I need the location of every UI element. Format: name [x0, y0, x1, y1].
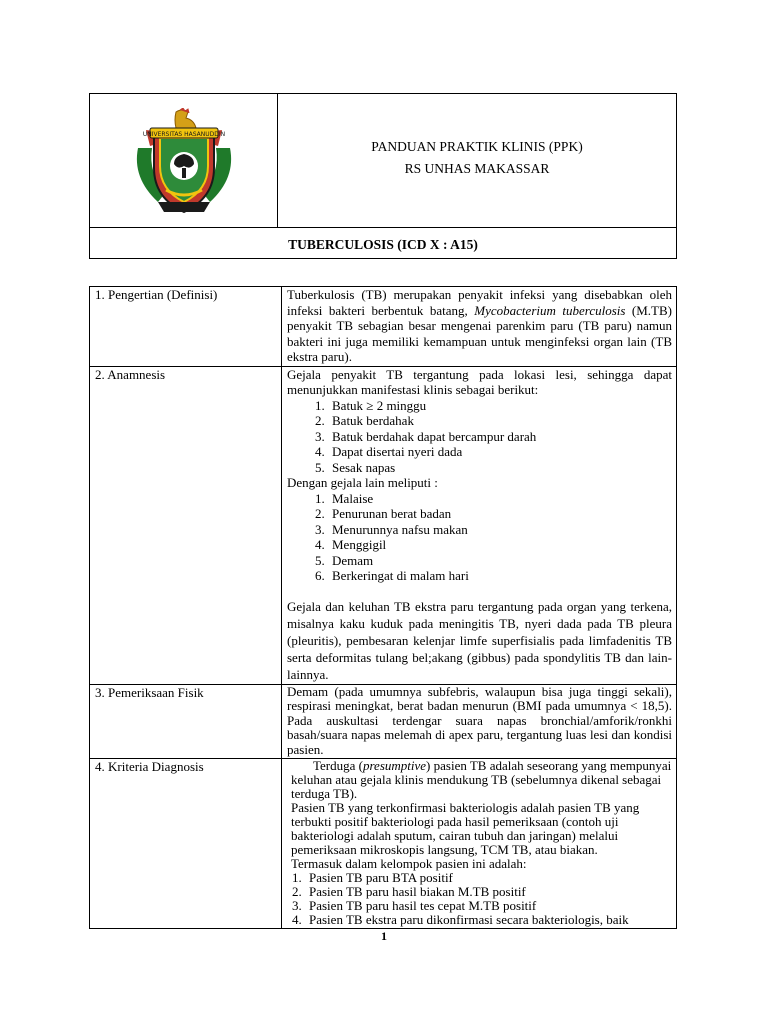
definisi-text: Tuberkulosis (TB) merupakan penyakit infeksi yang disebabkan oleh infeksi bakteri berbentuk batang,: [287, 287, 672, 318]
list-item: 2. Batuk berdahak: [328, 413, 672, 429]
definisi-text-rest: (M.TB) penyakit TB sebagian besar mengenai parenkim paru (TB paru) namun bakteri ini juga memiliki kemampuan untuk menginfeksi organ lain (TB ekstra paru).: [287, 302, 673, 364]
kriteria-p3: Termasuk dalam kelompok pasien ini adalah:: [291, 856, 527, 871]
page-number: 1: [381, 929, 387, 943]
header-title-cell: [278, 94, 676, 227]
definisi-italic: Mycobacterium tuberculosis: [474, 302, 626, 318]
table-row-definisi: [90, 287, 677, 367]
list-item: 1. Pasien TB paru BTA positif: [305, 871, 672, 885]
ppk-table: [89, 286, 677, 929]
list-item: 3. Pasien TB paru hasil tes cepat M.TB positif: [305, 899, 672, 913]
unhas-crest-icon: [128, 108, 240, 218]
kriteria-p1: [287, 759, 672, 801]
kriteria-p1-italic: presumptive: [362, 758, 427, 773]
row-content: Demam (pada umumnya subfebris, walaupun bisa juga tinggi sekali), respirasi meningkat, berat badan menurun (BMI pada umumnya < 18,5). Pada auskultasi terdengar suara napas bronchial/amforik/ronkhi basah/suara napas melemah di apex paru, tergantung luas lesi dan kondisi pasien.: [282, 684, 677, 759]
list-item: 6. Berkeringat di malam hari: [328, 568, 672, 584]
list-item: 4. Menggigil: [328, 537, 672, 553]
table-row-fisik: [90, 684, 677, 759]
ekstra-paru-text: Gejala dan keluhan TB ekstra paru tergantung pada organ yang terkena, misalnya kaku kuduk pada meningitis TB, nyeri dada pada TB pleura (pleuritis), pembesaran kelenjar limfe superfisialis pada limfadenitis TB serta deformitas tulang bel;akang (gibbus) pada spondylitis TB dan lain-lainnya.: [287, 598, 672, 682]
list-item: 4. Dapat disertai nyeri dada: [328, 444, 672, 460]
list-item: 5. Demam: [328, 553, 672, 569]
list-item: 1. Malaise: [328, 491, 672, 507]
table-row-anamnesis: [90, 366, 677, 684]
list-item: 2. Pasien TB paru hasil biakan M.TB positif: [305, 885, 672, 899]
spacer: [287, 584, 672, 598]
document-header: [89, 93, 677, 259]
kriteria-list: [287, 871, 672, 927]
list-item: 4. Pasien TB ekstra paru dikonfirmasi secara bakteriologis, baik: [305, 913, 672, 927]
document-title: PANDUAN PRAKTIK KLINIS (PPK): [371, 139, 583, 154]
list-item: 3. Menurunnya nafsu makan: [328, 522, 672, 538]
kriteria-p2: Pasien TB yang terkonfirmasi bakteriologis adalah pasien TB yang terbukti positif bakteriologi pada hasil pemeriksaan (contoh uji bakteriologi adalah sputum, cairan tubuh dan jaringan) melalui pemeriksaan mikroskopis langsung, TCM TB, atau biakan.: [291, 800, 640, 857]
svg-text:UNIVERSITAS HASANUDDIN: UNIVERSITAS HASANUDDIN: [142, 131, 226, 138]
row-label: 1. Pengertian (Definisi): [90, 287, 282, 367]
kriteria-p1-a: Terduga (: [313, 758, 363, 773]
row-content: [282, 287, 677, 367]
row-label: 4. Kriteria Diagnosis: [90, 759, 282, 929]
row-label: 2. Anamnesis: [90, 366, 282, 684]
list-item: 5. Sesak napas: [328, 460, 672, 476]
list-item: 3. Batuk berdahak dapat bercampur darah: [328, 429, 672, 445]
logo-cell: [90, 94, 278, 227]
list-item: 2. Penurunan berat badan: [328, 506, 672, 522]
anamnesis-intro: Gejala penyakit TB tergantung pada lokasi lesi, sehingga dapat menunjukkan manifestasi klinis sebagai berikut:: [287, 366, 672, 397]
row-content: [282, 366, 677, 684]
gejala-list: [287, 398, 672, 476]
header-divider: [90, 227, 676, 228]
row-content: [282, 759, 677, 929]
kriteria-p1-b: ) pasien TB adalah seseorang yang mempunyai keluhan atau gejala klinis mendukung TB (sebelumnya dikenal sebagai terduga TB).: [291, 758, 672, 801]
list-item: 1. Batuk ≥ 2 minggu: [328, 398, 672, 414]
gejala-lain-intro: Dengan gejala lain meliputi :: [287, 475, 438, 490]
hospital-name: RS UNHAS MAKASSAR: [404, 161, 550, 176]
table-row-kriteria: [90, 759, 677, 929]
document-subtitle: TUBERCULOSIS (ICD X : A15): [288, 237, 478, 252]
row-label: 3. Pemeriksaan Fisik: [90, 684, 282, 759]
gejala-lain-list: [287, 491, 672, 584]
